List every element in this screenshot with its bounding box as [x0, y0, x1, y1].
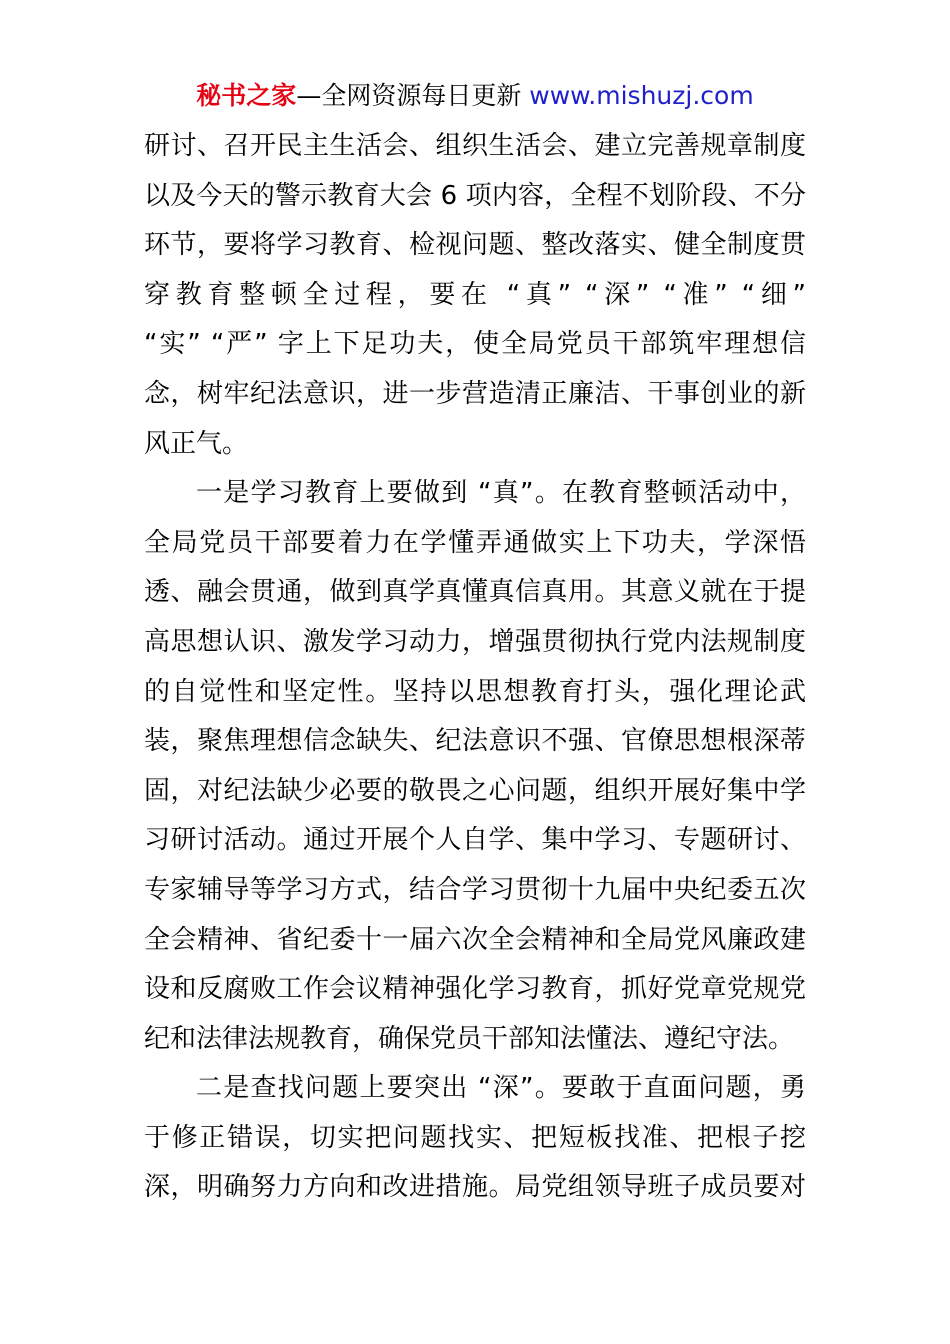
text-line: 研讨、召开民主生活会、组织生活会、建立完善规章制度 — [144, 131, 806, 161]
text-line: “实” “严” 字上下足功夫，使全局党员干部筑牢理想信 — [144, 329, 806, 360]
text-line: 高思想认识、激发学习动力，增强贯彻执行党内法规制度 — [144, 626, 806, 657]
paragraph-start-line: 二是查找问题上要突出 “深”。要敢于直面问题，勇 — [196, 1073, 806, 1104]
site-brand: 秘书之家 — [196, 81, 297, 110]
text-line: 习研讨活动。通过开展个人自学、集中学习、专题研讨、 — [144, 825, 806, 856]
text-line: 的自觉性和坚定性。坚持以思想教育打头，强化理论武 — [144, 676, 806, 707]
text-line: 专家辅导等学习方式，结合学习贯彻十九届中央纪委五次 — [144, 874, 806, 905]
text-line: 全局党员干部要着力在学懂弄通做实上下功夫，学深悟 — [144, 527, 806, 558]
site-slogan: —全网资源每日更新 — [296, 81, 530, 110]
site-header — [0, 80, 950, 112]
text-line: 设和反腐败工作会议精神强化学习教育，抓好党章党规党 — [144, 974, 806, 1005]
document-body — [144, 122, 806, 1213]
text-line: 固，对纪法缺少必要的敬畏之心问题，组织开展好集中学 — [144, 775, 806, 806]
paragraph-start-line: 一是学习教育上要做到 “真”。在教育整顿活动中， — [196, 478, 806, 509]
text-line: 念，树牢纪法意识，进一步营造清正廉洁、干事创业的新 — [144, 378, 806, 409]
text-line: 环节，要将学习教育、检视问题、整改落实、健全制度贯 — [144, 230, 806, 261]
paragraph-end-line: 风正气。 — [144, 428, 249, 459]
text-line: 透、融会贯通，做到真学真懂真信真用。其意义就在于提 — [144, 577, 806, 608]
text-line: 装，聚焦理想信念缺失、纪法意识不强、官僚思想根深蒂 — [144, 726, 806, 757]
text-line: 穿教育整顿全过程，要在 “真” “深” “准” “细” — [144, 279, 806, 310]
text-line: 于修正错误，切实把问题找实、把短板找准、把根子挖 — [144, 1122, 806, 1153]
paragraph-end-line: 纪和法律法规教育，确保党员干部知法懂法、遵纪守法。 — [144, 1023, 795, 1054]
text-line: 以及今天的警示教育大会 6 项内容，全程不划阶段、不分 — [144, 180, 806, 211]
site-url-link[interactable]: www.mishuzj.com — [529, 81, 754, 110]
text-line: 全会精神、省纪委十一届六次全会精神和全局党风廉政建 — [144, 924, 806, 955]
text-line: 深，明确努力方向和改进措施。局党组领导班子成员要对 — [144, 1172, 806, 1203]
